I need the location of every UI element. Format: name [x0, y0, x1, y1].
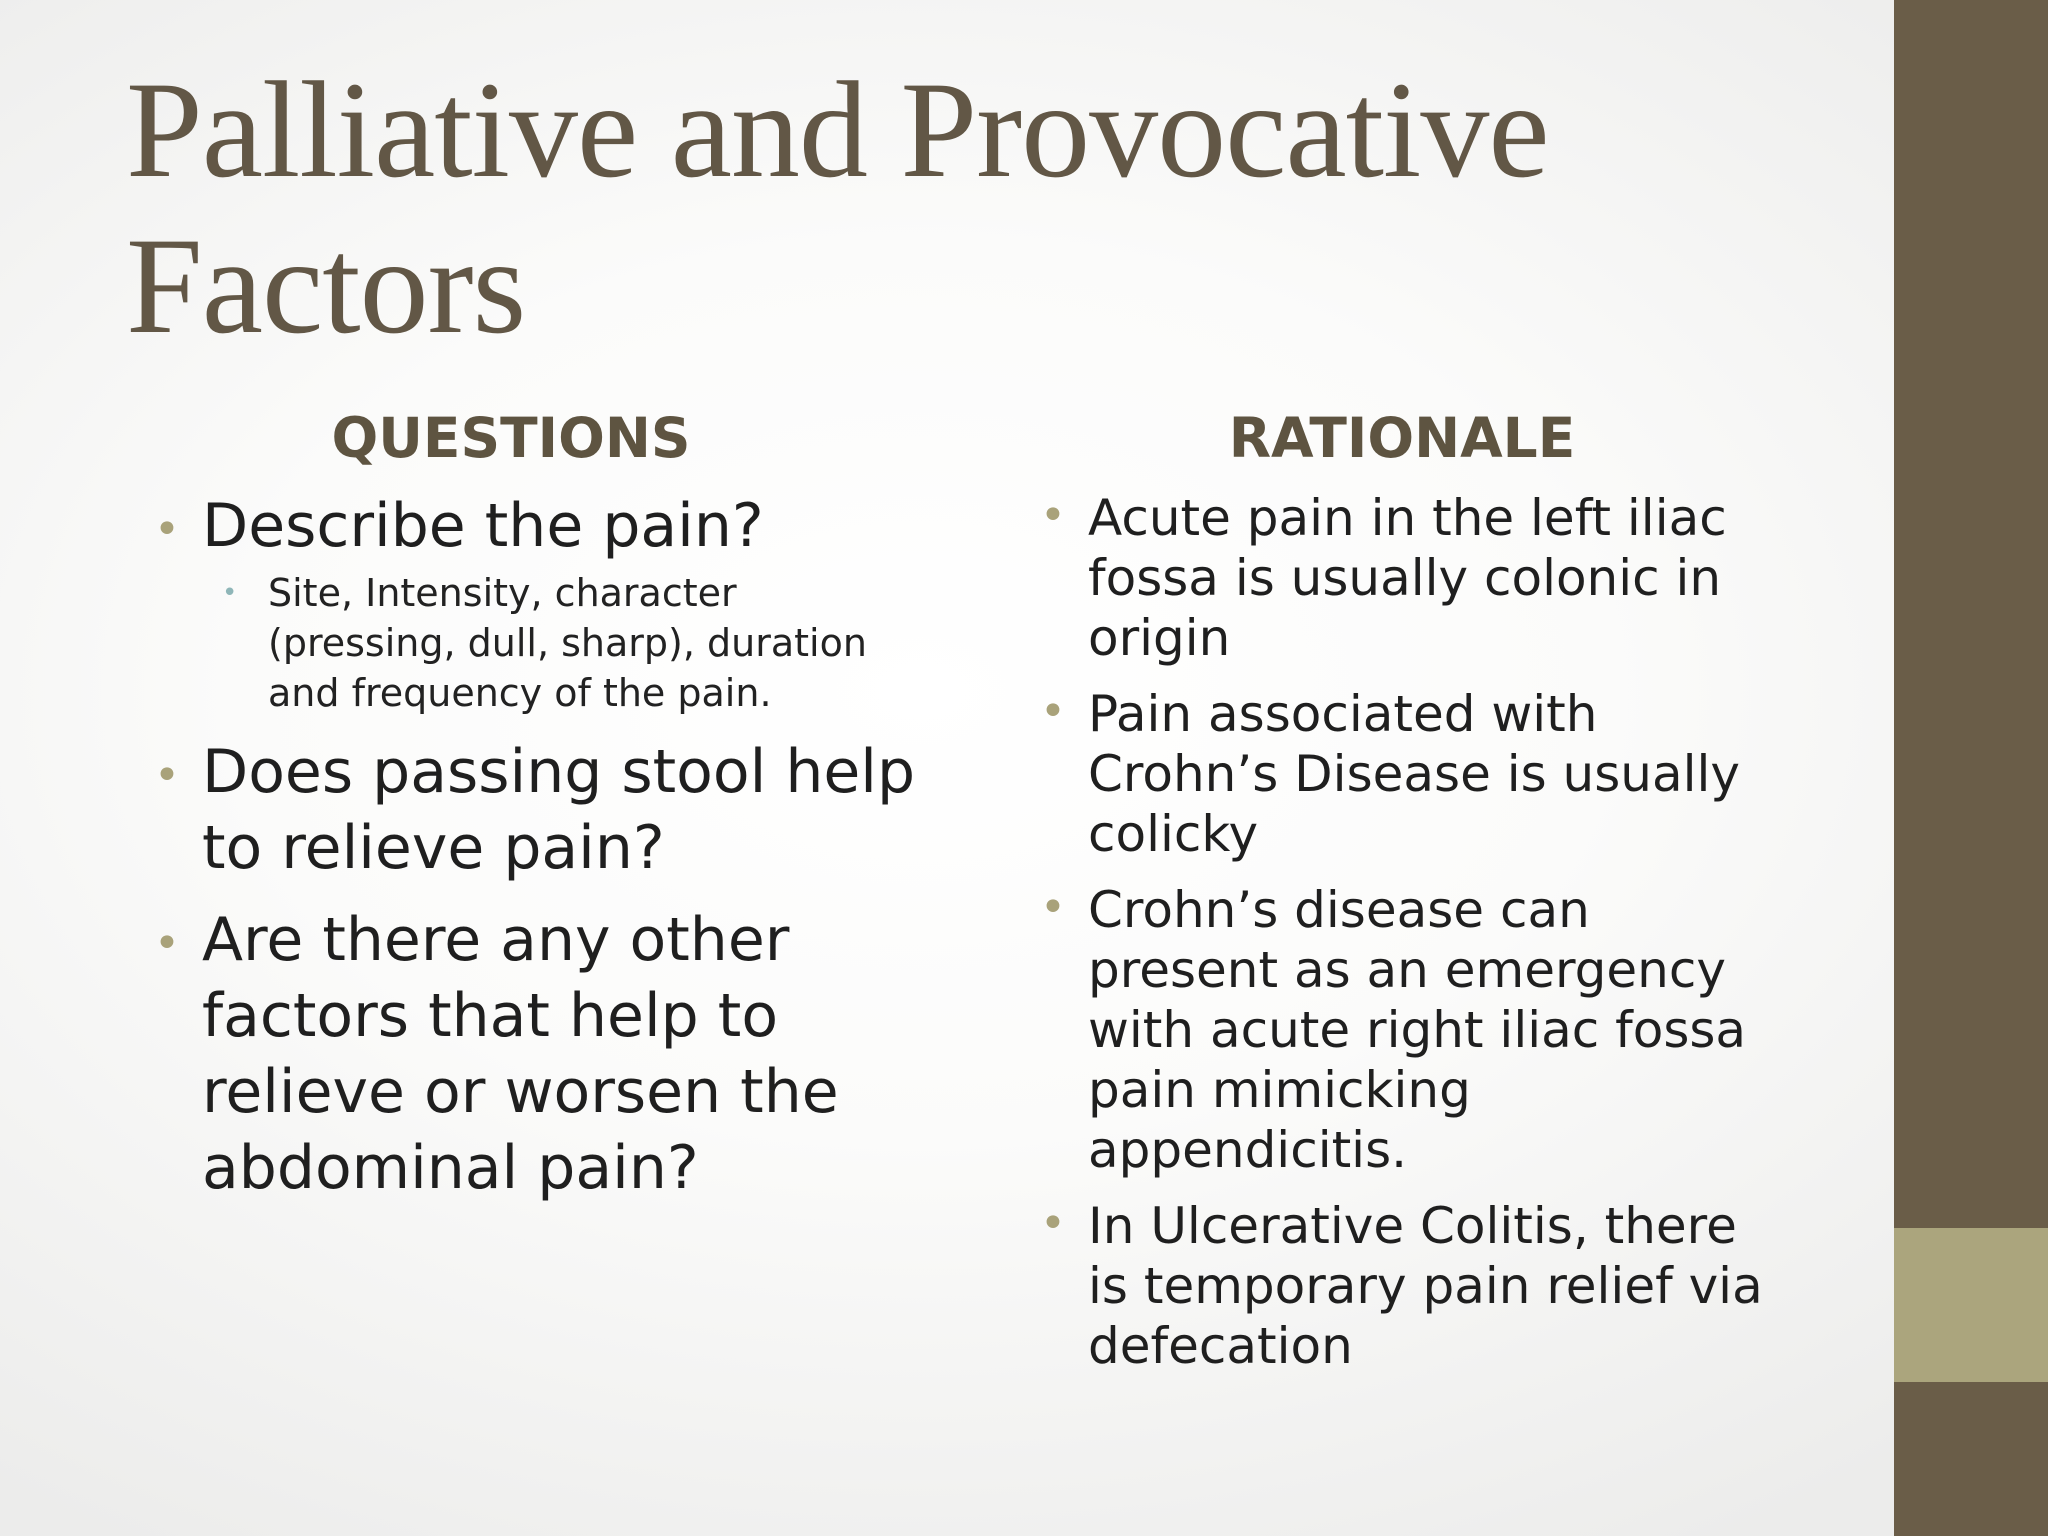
question-text: Does passing stool help to relieve pain? [202, 737, 916, 883]
bullet-icon: • [1040, 882, 1066, 933]
bullet-icon: • [1040, 490, 1066, 541]
rationale-list [1032, 488, 1792, 1376]
rationale-item [1032, 880, 1792, 1180]
bullet-icon: • [1040, 1198, 1066, 1249]
bullet-icon: • [154, 918, 180, 969]
rationale-item [1032, 488, 1792, 668]
question-sub-text: Site, Intensity, character (pressing, dull, sharp), duration and frequency of the pain. [268, 571, 867, 715]
question-text: Are there any other factors that help to relieve or worsen the abdominal pain? [202, 905, 839, 1203]
rationale-column [1032, 398, 1792, 1392]
slide-title: Palliative and Provocative Factors [126, 53, 1549, 362]
question-item [146, 734, 926, 886]
sub-bullet-icon: • [222, 578, 238, 608]
bullet-icon: • [154, 750, 180, 801]
rationale-item [1032, 684, 1792, 864]
decorative-side-accent [1894, 1228, 2048, 1382]
question-item [146, 902, 926, 1206]
rationale-heading: RATIONALE [1228, 406, 1576, 470]
question-text: Describe the pain? [202, 491, 764, 561]
bullet-icon: • [1040, 686, 1066, 737]
rationale-text: Acute pain in the left iliac fossa is usually colonic in origin [1088, 489, 1727, 667]
questions-column [146, 398, 926, 1222]
bullet-icon: • [154, 504, 180, 555]
rationale-text: In Ulcerative Colitis, there is temporary pain relief via defecation [1088, 1197, 1763, 1375]
question-sub-item [202, 568, 926, 718]
question-item [146, 488, 926, 718]
questions-heading: QUESTIONS [331, 406, 691, 470]
rationale-text: Crohn’s disease can present as an emergency with acute right iliac fossa pain mimicking appendicitis. [1088, 881, 1747, 1179]
rationale-text: Pain associated with Crohn’s Disease is usually colicky [1088, 685, 1741, 863]
rationale-item [1032, 1196, 1792, 1376]
question-sub-list [202, 568, 926, 718]
questions-list [146, 488, 926, 1206]
